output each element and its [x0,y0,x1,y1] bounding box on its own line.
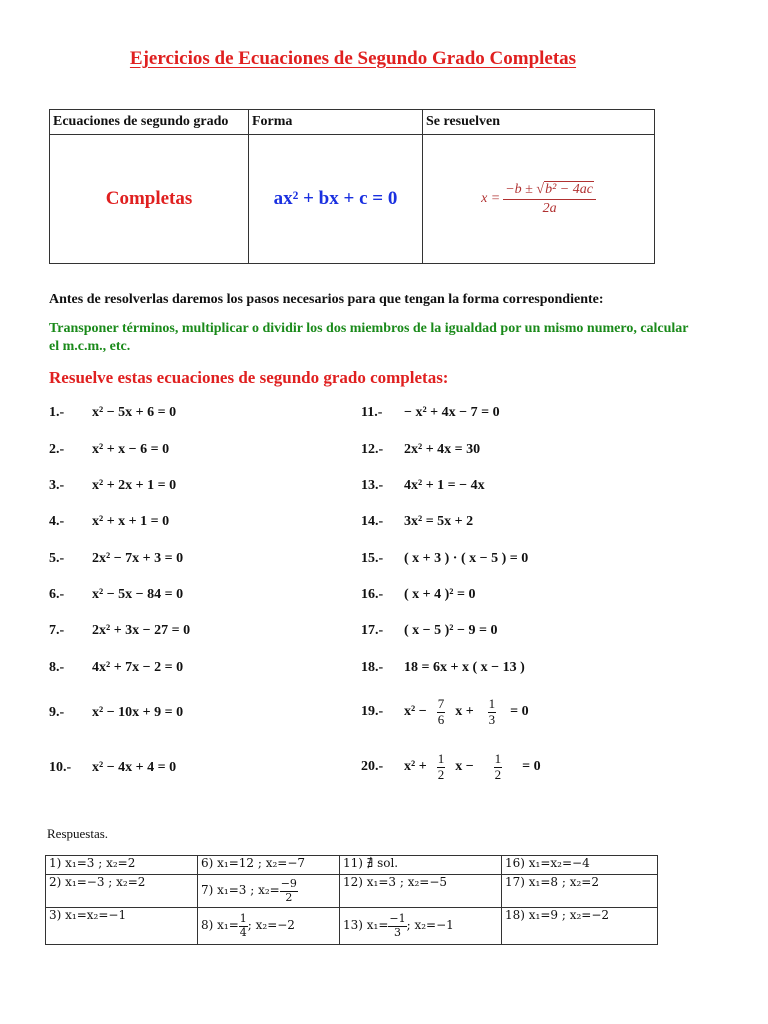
answer-13: 13) x₁= $\frac{-1}{3}$ ; x₂=−1 [340,908,502,945]
exercise-heading: Resuelve estas ecuaciones de segundo grado completas: [49,368,449,387]
intro-text: Antes de resolverlas daremos los pasos necesarios para que tengan la forma correspondiente: [49,292,604,307]
equation-5: 5.- 2x² − 7x + 3 = 0 [49,551,184,566]
equation-2: 2.- x² + x − 6 = 0 [49,442,170,457]
answer-17: 17) x₁=8 ; x₂=2 [502,875,658,908]
header-ecuaciones: Ecuaciones de segundo grado [50,110,249,135]
answer-16: 16) x₁=x₂=−4 [502,856,658,875]
answers-table [45,855,658,945]
equation-3: 3.- x² + 2x + 1 = 0 [49,478,177,493]
equation-13: 13.- 4x² + 1 = − 4x [361,478,485,493]
equation-14: 14.- 3x² = 5x + 2 [361,514,474,529]
page-title: Ejercicios de Ecuaciones de Segundo Grado Completas [129,48,577,69]
quadratic-formula: x = $\frac{\text{−b ± √b² − 4ac}}{2a}$ [481,182,596,216]
answer-8: 8) x₁= $\frac{1}{4}$ ; x₂=−2 [198,908,340,945]
header-se-resuelven: Se resuelven [423,110,655,135]
equation-19: 19.- x² − $\frac{7}{6}$ x + $\frac{1}{3}$ = 0 [361,696,529,727]
equation-6: 6.- x² − 5x − 84 = 0 [49,587,184,602]
equation-11: 11.- − x² + 4x − 7 = 0 [361,405,500,420]
equation-17: 17.- ( x − 5 )² − 9 = 0 [361,623,498,638]
answer-2: 2) x₁=−3 ; x₂=2 [46,875,198,908]
header-forma: Forma [249,110,423,135]
equation-15: 15.- ( x + 3 ) · ( x − 5 ) = 0 [361,551,529,566]
answer-18: 18) x₁=9 ; x₂=−2 [502,908,658,945]
answer-6: 6) x₁=12 ; x₂=−7 [198,856,340,875]
equation-4: 4.- x² + x + 1 = 0 [49,514,170,529]
equation-7: 7.- 2x² + 3x − 27 = 0 [49,623,191,638]
forma-general: ax² + bx + c = 0 [273,188,398,209]
equation-10: 10.- x² − 4x + 4 = 0 [49,760,177,775]
equation-16: 16.- ( x + 4 )² = 0 [361,587,476,602]
equation-1: 1.- x² − 5x + 6 = 0 [49,405,177,420]
answer-3: 3) x₁=x₂=−1 [46,908,198,945]
respuestas-label: Respuestas. [47,826,109,841]
equation-9: 9.- x² − 10x + 9 = 0 [49,705,184,720]
answer-11: 11) ∄ sol. [340,856,502,875]
equation-18: 18.- 18 = 6x + x ( x − 13 ) [361,660,525,675]
answer-1: 1) x₁=3 ; x₂=2 [46,856,198,875]
answer-7: 7) x₁=3 ; x₂= $\frac{-9}{2}$ [198,875,340,908]
answer-12: 12) x₁=3 ; x₂=−5 [340,875,502,908]
equation-12: 12.- 2x² + 4x = 30 [361,442,481,457]
tipo-completas: Completas [105,188,193,209]
equation-8: 8.- 4x² + 7x − 2 = 0 [49,660,184,675]
equation-20: 20.- x² + $\frac{1}{2}$ x − $\frac{1}{2}$ = 0 [361,751,541,782]
intro-steps: Transponer términos, multiplicar o dividir los dos miembros de la igualdad por un mismo numero, calcular el m.c.m., etc. [49,321,689,354]
summary-table [49,109,655,264]
